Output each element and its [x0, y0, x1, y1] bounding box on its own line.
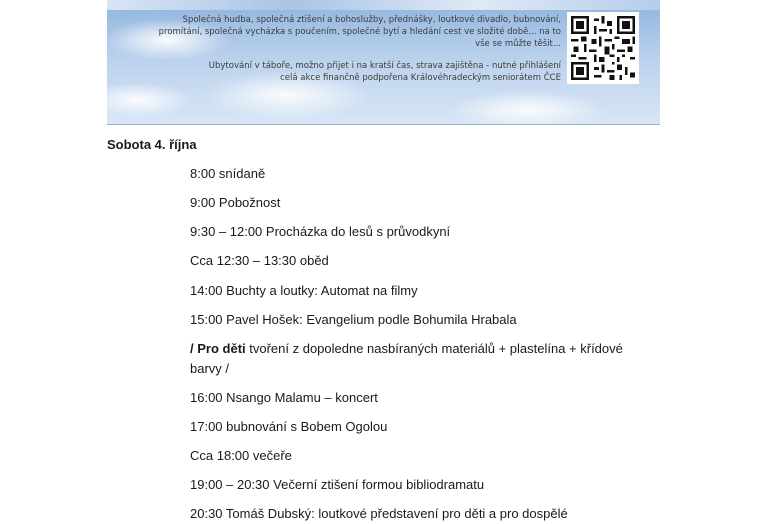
qr-code-icon[interactable] [567, 12, 639, 84]
banner-description [121, 14, 561, 50]
schedule-item: 9:00 Pobožnost [190, 195, 281, 210]
banner-line: Společná hudba, společná ztišení a bohoslužby, přednášky, loutkové divadlo, bubnování, [182, 15, 561, 25]
schedule-item-cut: 20:30 Tomáš Dubský: loutkové představení pro děti a pro dospělé [190, 506, 568, 521]
event-banner [107, 0, 660, 125]
schedule-item: Cca 18:00 večeře [190, 448, 292, 463]
kids-note-prefix: / [190, 341, 198, 356]
kids-note-label: Pro děti [197, 341, 246, 356]
banner-info [121, 60, 561, 84]
schedule-item: Cca 12:30 – 13:30 oběd [190, 253, 329, 268]
schedule-item: 15:00 Pavel Hošek: Evangelium podle Bohumila Hrabala [190, 312, 517, 327]
schedule-item: 9:30 – 12:00 Procházka do lesů s průvodkyní [190, 224, 451, 239]
banner-info-line: celá akce finančně podpořena Královéhradeckým seniorátem ČCE [280, 73, 561, 83]
schedule-item: 17:00 bubnování s Bobem Ogolou [190, 419, 388, 434]
banner-info-line: Ubytování v táboře, možno přijet i na kratší čas, strava zajištěna - nutné přihlášení [208, 61, 561, 71]
schedule-item: 14:00 Buchty a loutky: Automat na filmy [190, 283, 418, 298]
schedule-item: 19:00 – 20:30 Večerní ztišení formou bibliodramatu [190, 477, 485, 492]
kids-note [190, 339, 650, 379]
day-heading: Sobota 4. října [107, 137, 197, 152]
banner-line: vše se můžte těšit... [475, 39, 561, 49]
kids-note-text: tvoření z dopoledne nasbíraných materiálů + plastelína + křídové barvy / [190, 341, 623, 376]
schedule-item: 8:00 snídaně [190, 166, 266, 181]
banner-line: promítání, společná vycházka s poučením, společné bytí a hledání cest ve složité době... na to [158, 27, 561, 37]
banner-top-band [107, 0, 660, 10]
schedule-item: 16:00 Nsango Malamu – koncert [190, 390, 378, 405]
